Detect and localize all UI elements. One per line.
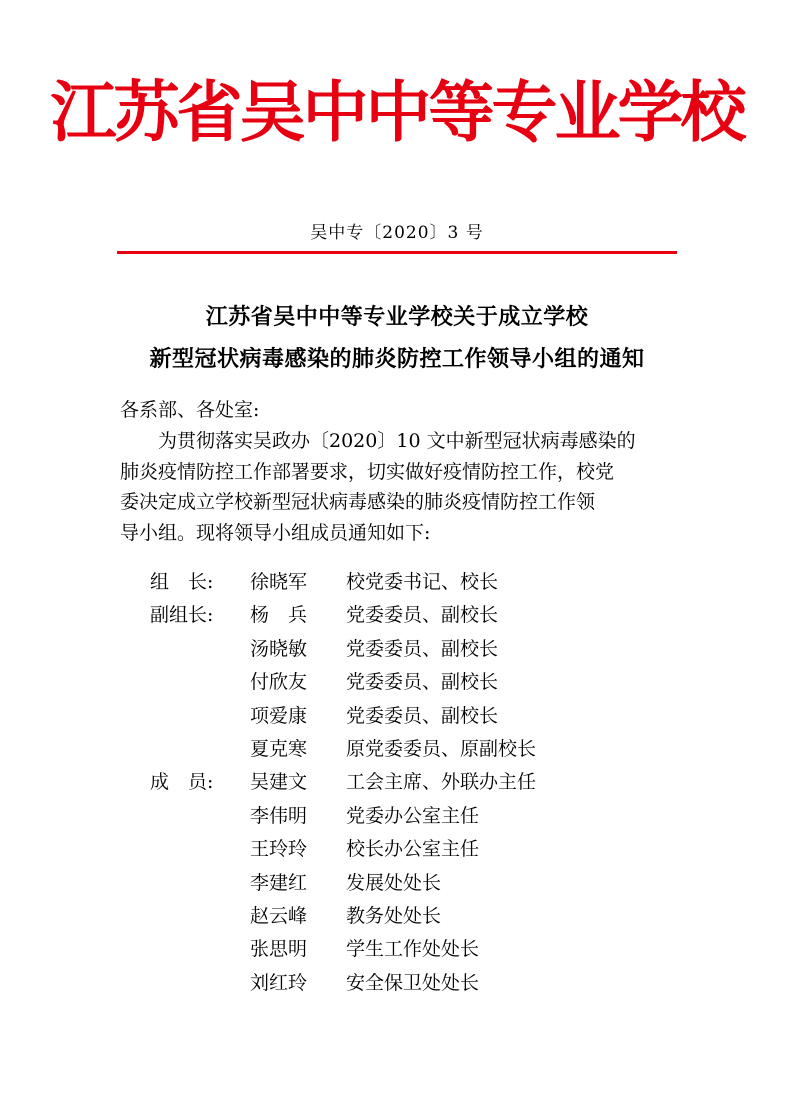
member-duty: 党委委员、副校长 [346, 604, 499, 627]
member-name: 徐晓军 [250, 571, 308, 593]
member-name: 赵云峰 [250, 904, 308, 927]
member-duty: 安全保卫处处长 [346, 971, 480, 994]
member-name: 付欣友 [250, 671, 308, 694]
member-duty: 发展处处长 [346, 871, 442, 894]
member-row [0, 833, 794, 866]
member-name: 李建红 [250, 871, 308, 894]
member-row [0, 800, 794, 833]
member-duty: 党委委员、副校长 [346, 704, 499, 727]
member-row [0, 766, 794, 799]
member-row [0, 700, 794, 733]
member-duty: 教务处处长 [346, 904, 442, 927]
member-duty: 学生工作处处长 [346, 938, 480, 961]
member-row [0, 599, 794, 632]
salutation: 各系部、各处室: [120, 399, 260, 421]
member-duty: 校长办公室主任 [346, 838, 480, 861]
member-duty: 工会主席、外联办主任 [346, 771, 537, 794]
member-name: 项爱康 [250, 704, 308, 727]
member-row [0, 967, 794, 1000]
document-number: 吴中专〔2020〕3 号 [310, 223, 484, 243]
body-line: 肺炎疫情防控工作部署要求，切实做好疫情防控工作，校党 [120, 460, 615, 483]
member-row [0, 666, 794, 699]
member-name: 吴建文 [250, 771, 308, 794]
member-row [0, 633, 794, 666]
member-row [0, 867, 794, 900]
body-line: 委决定成立学校新型冠状病毒感染的肺炎疫情防控工作领 [120, 491, 596, 513]
member-list [0, 566, 794, 1000]
red-divider-line [117, 251, 677, 254]
member-role: 成 员: [150, 771, 214, 794]
member-duty: 校党委书记、校长 [346, 571, 499, 593]
member-duty: 原党委委员、原副校长 [346, 737, 537, 760]
member-name: 李伟明 [250, 804, 308, 827]
member-role: 副组长: [150, 604, 214, 627]
masthead-title: 江苏省吴中中等专业学校 [50, 73, 744, 151]
notice-title-line-1: 江苏省吴中中等专业学校关于成立学校 [205, 305, 589, 330]
notice-title-line-2: 新型冠状病毒感染的肺炎防控工作领导小组的通知 [149, 347, 645, 372]
member-row [0, 900, 794, 933]
member-name: 王玲玲 [250, 838, 308, 861]
member-name: 汤晓敏 [250, 637, 308, 660]
member-row [0, 733, 794, 766]
body-paragraph [120, 426, 675, 548]
member-name: 夏克寒 [250, 737, 308, 760]
member-name: 刘红玲 [250, 971, 308, 994]
member-name: 张思明 [250, 938, 308, 961]
member-duty: 党委委员、副校长 [346, 637, 499, 660]
member-row [0, 933, 794, 966]
member-row [0, 566, 794, 599]
member-duty: 党委办公室主任 [346, 804, 480, 827]
member-duty: 党委委员、副校长 [346, 671, 499, 694]
member-name: 杨 兵 [250, 604, 308, 627]
member-role: 组 长: [150, 571, 214, 593]
body-line: 为贯彻落实吴政办〔2020〕10 文中新型冠状病毒感染的 [158, 430, 636, 452]
body-line: 导小组。现将领导小组成员通知如下: [120, 521, 431, 544]
